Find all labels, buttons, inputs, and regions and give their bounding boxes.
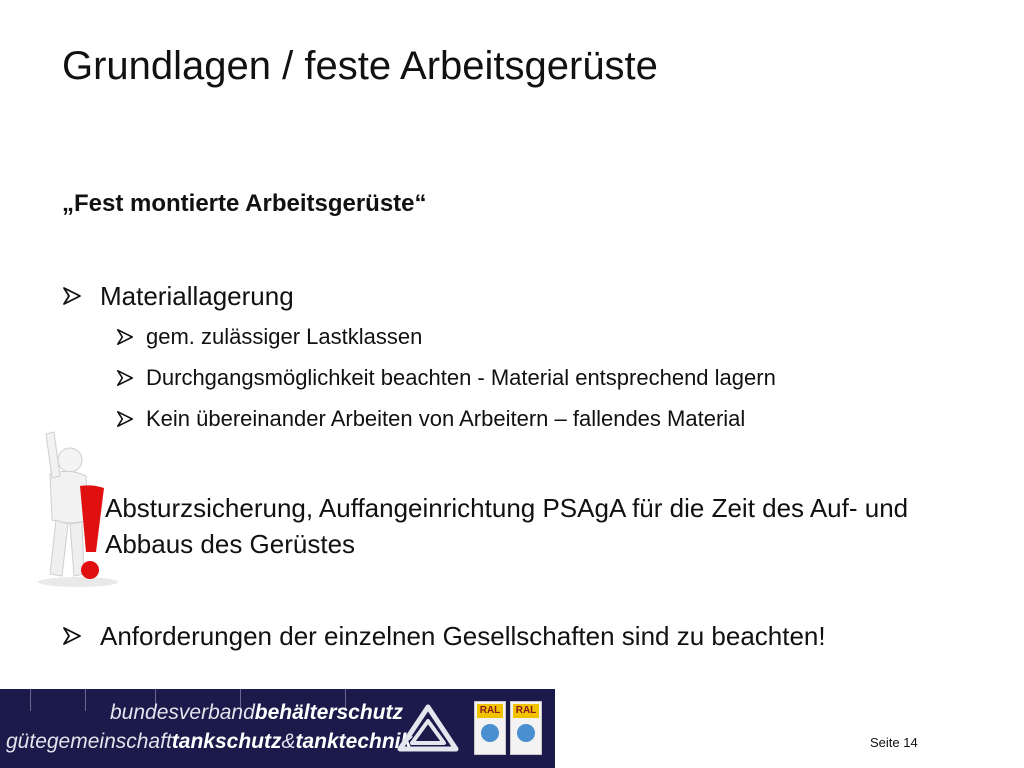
bullet-materiallagerung xyxy=(62,279,294,313)
arrow-bullet-icon xyxy=(62,279,100,306)
triangle-logo-icon xyxy=(396,703,460,758)
bullet-text: Anforderungen der einzelnen Gesellschaften sind zu beachten! xyxy=(100,621,826,651)
sub-bullet-durchgang xyxy=(116,364,776,392)
divider xyxy=(30,689,31,711)
bullet-anforderungen xyxy=(62,619,882,653)
arrow-bullet-icon xyxy=(116,323,146,346)
ral-seal-icon: RAL xyxy=(510,701,542,755)
arrow-bullet-icon xyxy=(62,619,100,646)
text-absturzsicherung xyxy=(105,490,985,562)
bullet-text: Durchgangsmöglichkeit beachten - Material entsprechend lagern xyxy=(146,365,776,390)
brand-line-1: bundesverbandbehälterschutz xyxy=(110,701,403,724)
brand-line-2: gütegemeinschafttankschutz&tanktechnik xyxy=(6,730,413,753)
bullet-text: Absturzsicherung, Auffangeinrichtung PSAgA für die Zeit des Auf- und Abbaus des Gerüstes xyxy=(105,493,909,559)
slide-title: Grundlagen / feste Arbeitsgerüste xyxy=(62,44,658,88)
arrow-bullet-icon xyxy=(116,364,146,387)
slide-subtitle: „Fest montierte Arbeitsgerüste“ xyxy=(62,190,427,217)
bullet-text: Kein übereinander Arbeiten von Arbeitern – fallendes Material xyxy=(146,406,746,431)
footer-banner xyxy=(0,689,555,768)
bullet-text: gem. zulässiger Lastklassen xyxy=(146,324,423,349)
sub-bullet-uebereinander xyxy=(116,405,745,433)
page-number: Seite 14 xyxy=(870,735,918,750)
divider xyxy=(85,689,86,711)
sub-bullet-lastklassen xyxy=(116,323,422,351)
bullet-text: Materiallagerung xyxy=(100,281,294,311)
ral-seal-icon: RAL xyxy=(474,701,506,755)
